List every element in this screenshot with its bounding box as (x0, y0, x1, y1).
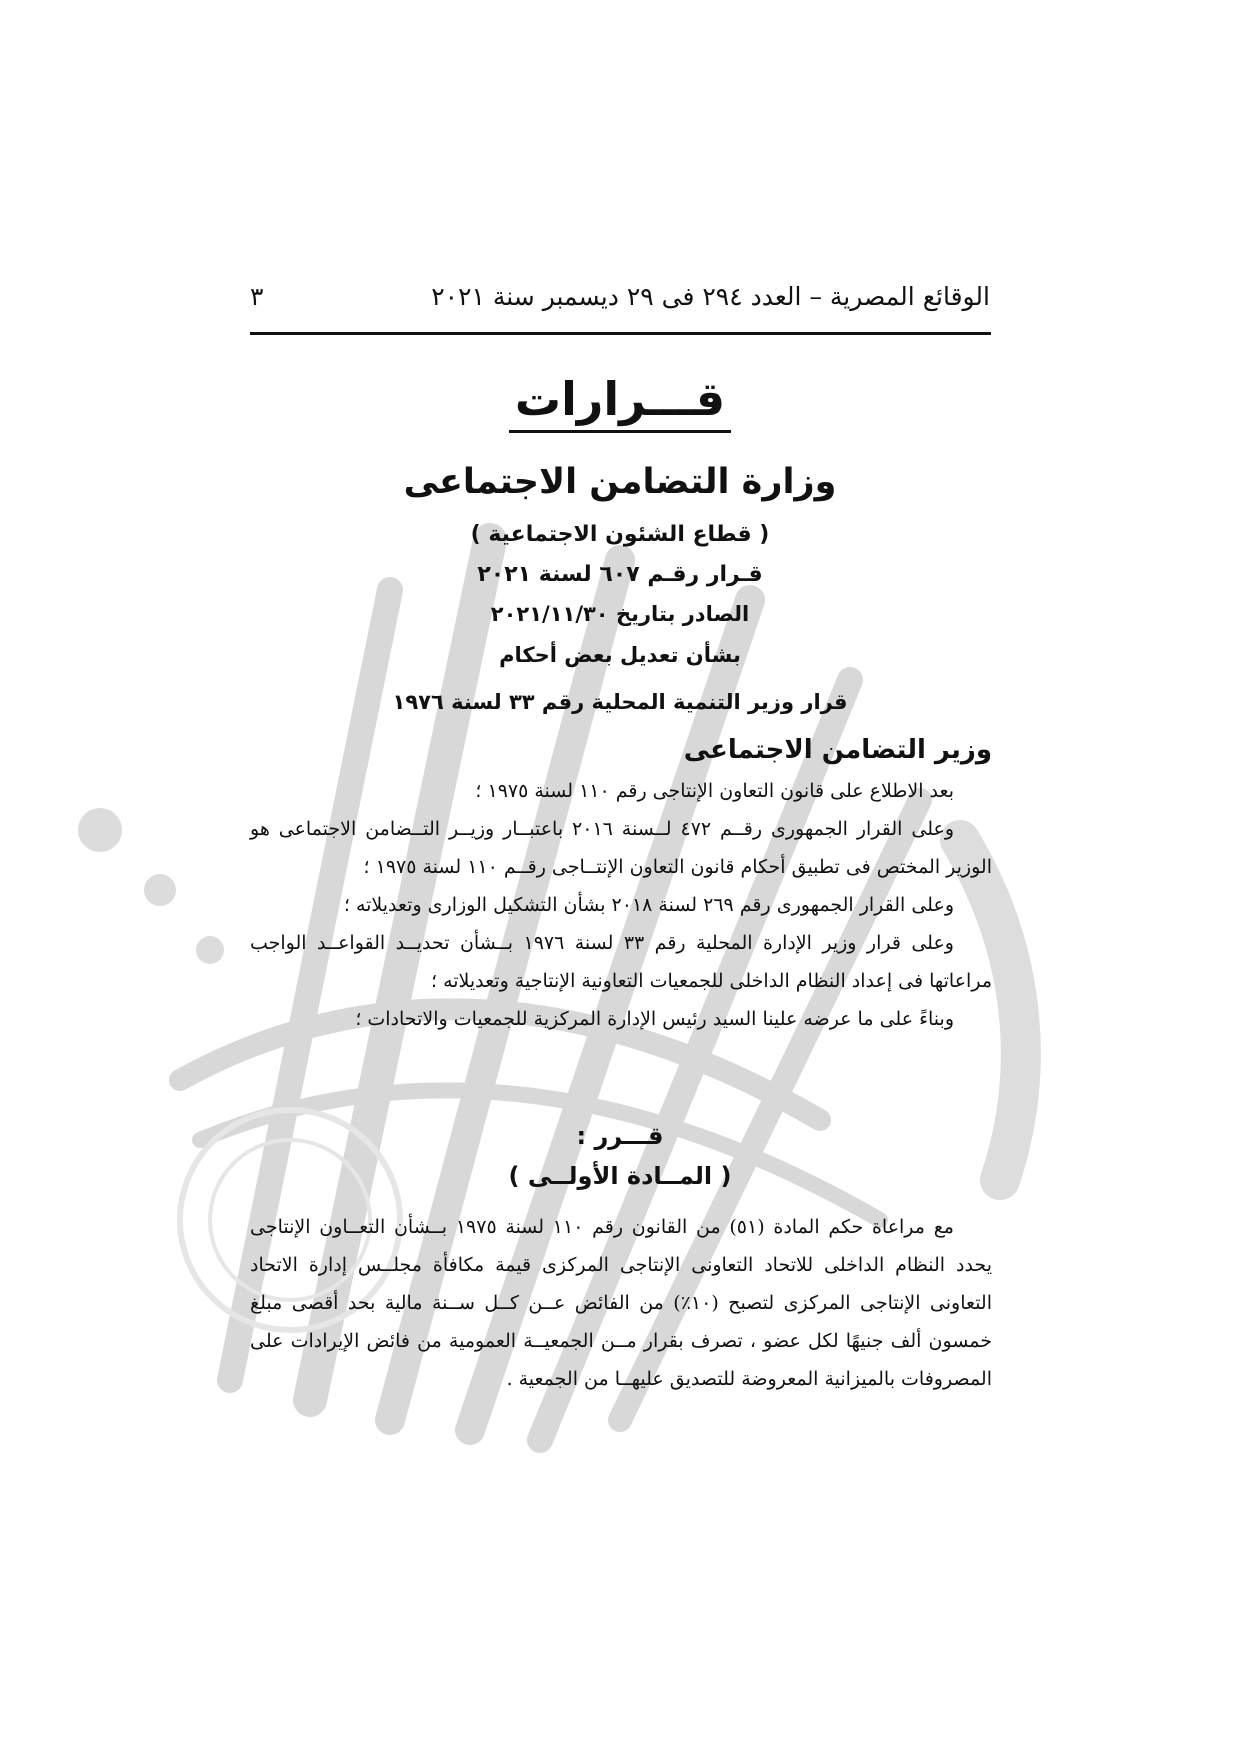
header-divider (250, 332, 991, 335)
preamble (250, 772, 992, 1038)
preamble-paragraph: وعلى قرار وزير الإدارة المحلية رقم ٣٣ لسنة ١٩٧٦ بــشأن تحديــد القواعــد الواجب مراعاتها فى إعداد النظام الداخلى للجمعيات التعاونية الإنتاجية وتعديلاته ؛ (250, 932, 992, 992)
article-body (250, 1208, 992, 1398)
sector-name: ( قطاع الشئون الاجتماعية ) (470, 522, 770, 547)
decision-heading (0, 1122, 1240, 1150)
preamble-paragraph: وعلى القرار الجمهورى رقم ٢٦٩ لسنة ٢٠١٨ بشأن التشكيل الوزارى وتعديلاته ؛ (343, 894, 954, 916)
issuer-heading: وزير التضامن الاجتماعى (683, 735, 992, 765)
section-title-text: قـــرارات (509, 372, 731, 433)
preamble-paragraph: وعلى القرار الجمهورى رقــم ٤٧٢ لــسنة ٢٠١٦ باعتبــار وزيــر التــضامن الاجتماعى هو الوزير المختص فى تطبيق أحكام قانون التعاون الإنتــاجى رقــم ١١٠ لسنة ١٩٧٥ ؛ (250, 818, 992, 878)
preamble-paragraph: بعد الاطلاع على قانون التعاون الإنتاجى رقم ١١٠ لسنة ١٩٧٥ ؛ (475, 780, 954, 802)
decision-colon: : (576, 1122, 587, 1150)
article-close-paren: ) (508, 1162, 520, 1190)
article-title: المــادة الأولــى (527, 1162, 713, 1190)
section-title (0, 372, 1240, 426)
article-heading (0, 1162, 1240, 1190)
page-number: ٣ (250, 282, 264, 311)
issued-date: الصادر بتاريخ ٢٠٢١/١١/٣٠ (490, 602, 750, 626)
article-open-paren: ( (720, 1162, 732, 1190)
running-header (250, 282, 990, 311)
decision-label: قـــرر (594, 1122, 664, 1150)
decree-number: قـرار رقـم ٦٠٧ لسنة ٢٠٢١ (477, 562, 763, 587)
subject-line-1: بشأن تعديل بعض أحكام (499, 643, 741, 667)
preamble-paragraph: وبناءً على ما عرضه علينا السيد رئيس الإدارة المركزية للجمعيات والاتحادات ؛ (355, 1008, 954, 1030)
subject-line-2: قرار وزير التنمية المحلية رقم ٣٣ لسنة ١٩٧٦ (392, 690, 848, 714)
ministry-name: وزارة التضامن الاجتماعى (403, 462, 837, 502)
article-paragraph: مع مراعاة حكم المادة (٥١) من القانون رقم ١١٠ لسنة ١٩٧٥ بــشأن التعــاون الإنتاجى يحدد النظام الداخلى للاتحاد التعاونى الإنتاجى المركزى قيمة مكافأة مجلــس إدارة الاتحاد التعاونى الإنتاجى المركزى لتصبح (١٠٪) من الفائض عــن كــل ســنة مالية بحد أقصى مبلغ خمسون ألف جنيهًا لكل عضو ، تصرف بقرار مــن الجمعيــة العمومية من فائض الإيرادات على المصروفات بالميزانية المعروضة للتصديق عليهــا من الجمعية . (250, 1216, 992, 1390)
running-title: الوقائع المصرية – العدد ٢٩٤ فى ٢٩ ديسمبر سنة ٢٠٢١ (431, 282, 990, 311)
